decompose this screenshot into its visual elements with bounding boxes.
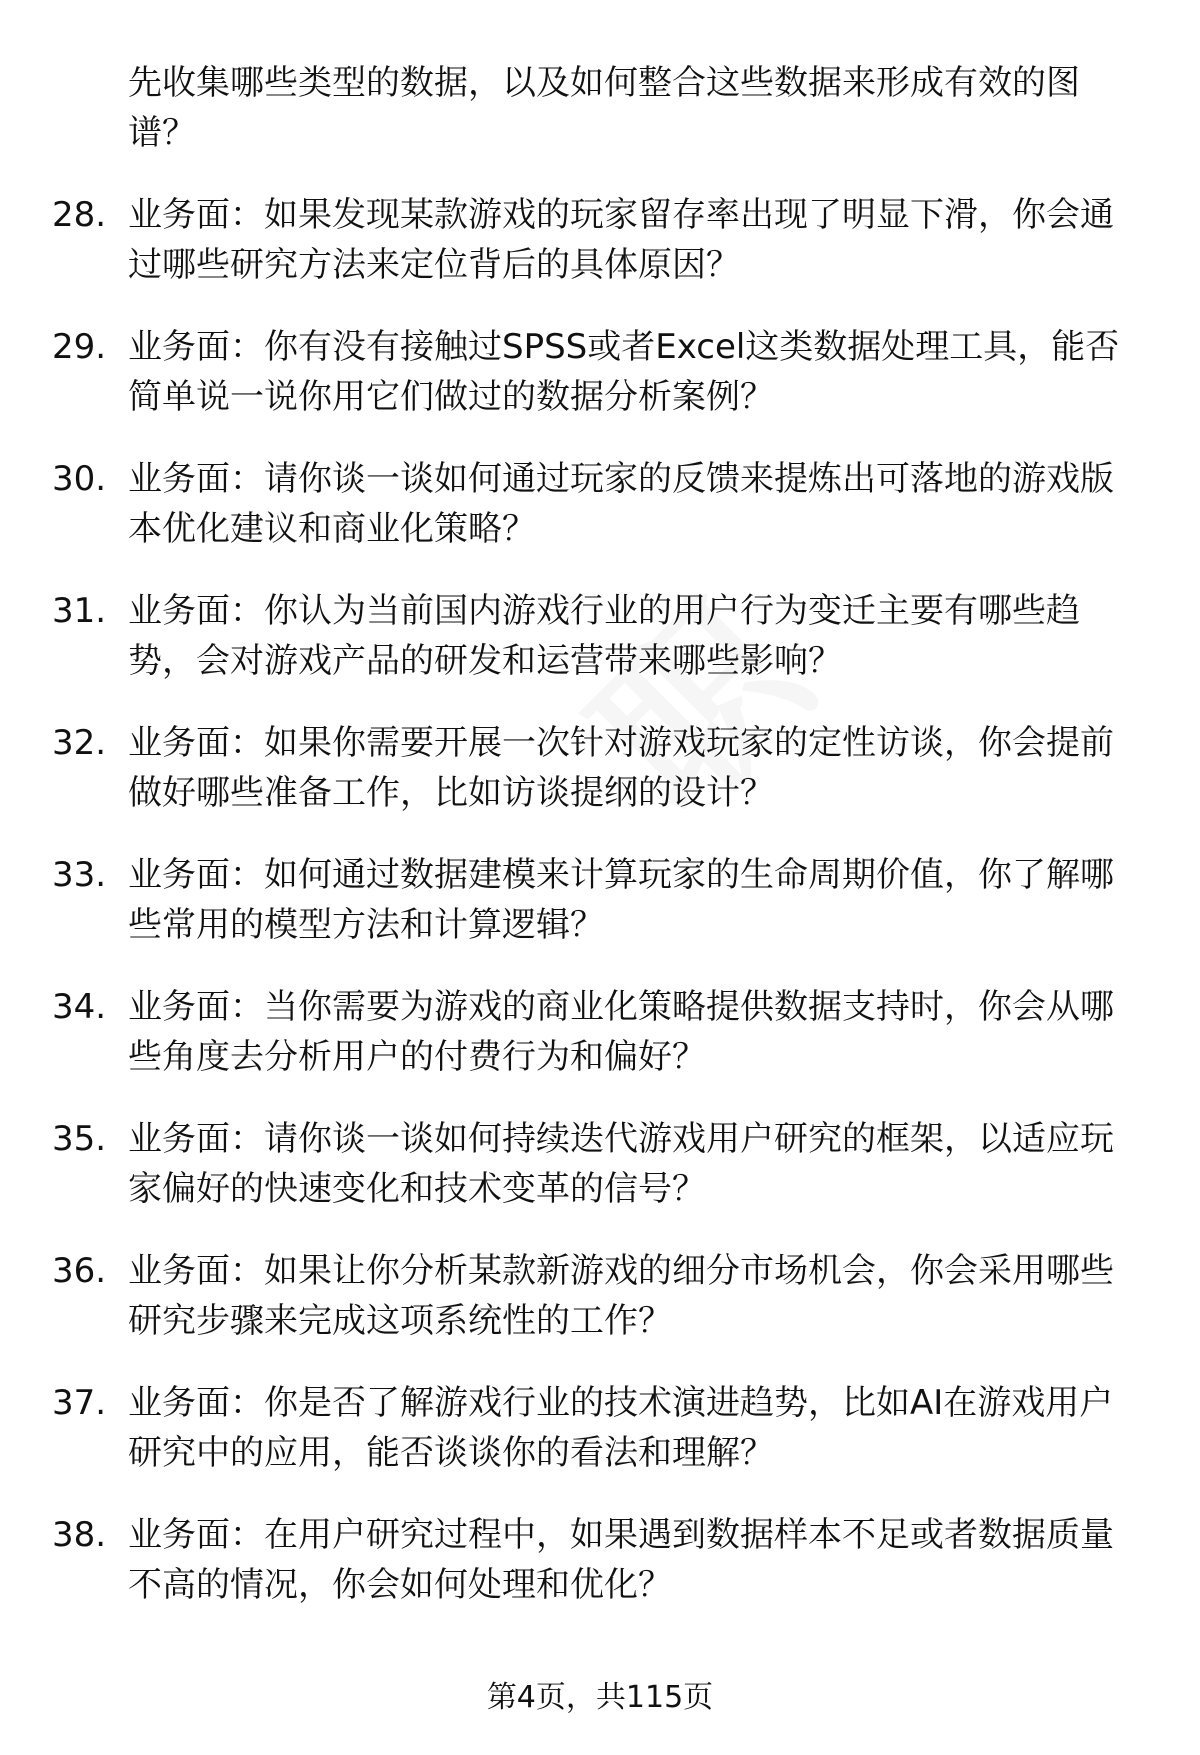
question-text: 业务面：如果发现某款游戏的玩家留存率出现了明显下滑，你会通过哪些研究方法来定位背后的具体原因？	[128, 195, 1114, 285]
question-item	[0, 586, 1200, 718]
continuation-paragraph: 先收集哪些类型的数据，以及如何整合这些数据来形成有效的图谱？	[128, 63, 1080, 153]
question-item	[0, 1378, 1200, 1510]
question-number: 30.	[52, 459, 107, 499]
question-number: 29.	[52, 327, 107, 367]
question-number: 28.	[52, 195, 107, 235]
question-text: 业务面：你认为当前国内游戏行业的用户行为变迁主要有哪些趋势，会对游戏产品的研发和运营带来哪些影响？	[128, 591, 1080, 681]
question-item	[0, 1510, 1200, 1642]
question-number: 35.	[52, 1119, 107, 1159]
question-number: 37.	[52, 1383, 107, 1423]
question-number: 32.	[52, 723, 107, 763]
question-item	[0, 322, 1200, 454]
question-text: 业务面：如何通过数据建模来计算玩家的生命周期价值，你了解哪些常用的模型方法和计算逻辑？	[128, 855, 1114, 945]
question-item	[0, 190, 1200, 322]
question-text: 业务面：你是否了解游戏行业的技术演进趋势，比如AI在游戏用户研究中的应用，能否谈谈你的看法和理解？	[128, 1383, 1114, 1473]
question-item	[0, 850, 1200, 982]
question-text: 业务面：请你谈一谈如何通过玩家的反馈来提炼出可落地的游戏版本优化建议和商业化策略？	[128, 459, 1114, 549]
question-item	[0, 1114, 1200, 1246]
question-item	[0, 718, 1200, 850]
question-number: 33.	[52, 855, 107, 895]
question-text: 业务面：请你谈一谈如何持续迭代游戏用户研究的框架，以适应玩家偏好的快速变化和技术变革的信号？	[128, 1119, 1114, 1209]
question-text: 业务面：你有没有接触过SPSS或者Excel这类数据处理工具，能否简单说一说你用它们做过的数据分析案例？	[128, 327, 1120, 417]
question-number: 34.	[52, 987, 107, 1027]
question-item	[0, 454, 1200, 586]
question-list	[0, 190, 1200, 1642]
question-text: 业务面：当你需要为游戏的商业化策略提供数据支持时，你会从哪些角度去分析用户的付费行为和偏好？	[128, 987, 1114, 1077]
question-number: 31.	[52, 591, 107, 631]
question-text: 业务面：如果让你分析某款新游戏的细分市场机会，你会采用哪些研究步骤来完成这项系统性的工作？	[128, 1251, 1114, 1341]
question-item	[0, 1246, 1200, 1378]
question-item	[0, 982, 1200, 1114]
question-text: 业务面：如果你需要开展一次针对游戏玩家的定性访谈，你会提前做好哪些准备工作，比如访谈提纲的设计？	[128, 723, 1114, 813]
question-number: 38.	[52, 1515, 107, 1555]
question-text: 业务面：在用户研究过程中，如果遇到数据样本不足或者数据质量不高的情况，你会如何处理和优化？	[128, 1515, 1114, 1605]
page-footer: 第4页，共115页	[486, 1680, 714, 1715]
question-number: 36.	[52, 1251, 107, 1291]
